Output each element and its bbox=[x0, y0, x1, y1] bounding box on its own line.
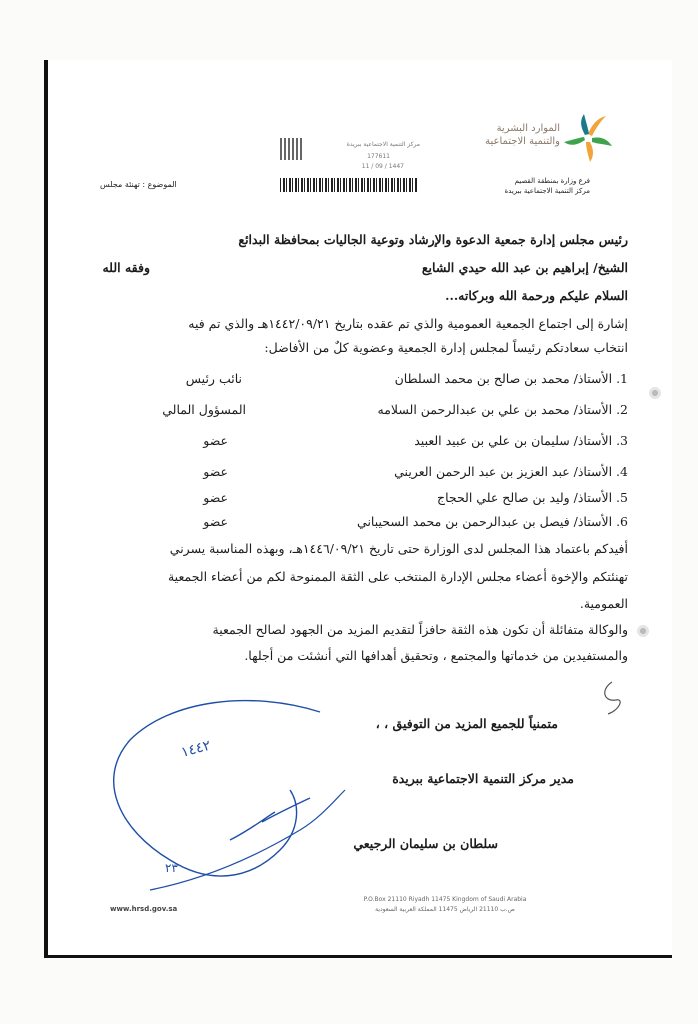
greeting: السلام عليكم ورحمة الله وبركاته... bbox=[445, 288, 628, 303]
intro-line-2: انتخاب سعادتكم رئيساً لمجلس إدارة الجمعية وعضوية كلٌ من الأفاضل: bbox=[264, 340, 628, 355]
member-3-role: عضو bbox=[203, 433, 228, 448]
member-1-role: نائب رئيس bbox=[185, 371, 242, 386]
member-2-name: 2. الأستاذ/ محمد بن علي بن عبدالرحمن السلامه bbox=[377, 402, 628, 417]
branch-info bbox=[470, 176, 590, 196]
member-3-name: 3. الأستاذ/ سليمان بن علي بن عبيد العبيد bbox=[414, 433, 628, 448]
signer-name: سلطان بن سليمان الرجيعي bbox=[353, 836, 498, 851]
star-logo-icon bbox=[562, 112, 614, 164]
member-2-role: المسؤول المالي bbox=[162, 402, 246, 417]
para1-line-1: أفيدكم باعتماد هذا المجلس لدى الوزارة حتى تاريخ ١٤٤٦/٠٩/٢١هـ، وبهذه المناسبة يسرني bbox=[169, 541, 628, 556]
blessing: وفقه الله bbox=[102, 260, 150, 275]
para2-line-2: والمستفيدين من خدماتها والمجتمع ، وتحقيق أهدافها التي أنشئت من أجلها. bbox=[244, 648, 628, 663]
page-bottom-edge bbox=[44, 955, 672, 958]
subject-line: الموضوع : تهنئة مجلس bbox=[100, 180, 177, 189]
branch-line-1: فرع وزارة بمنطقة القصيم bbox=[514, 177, 590, 185]
sheikh-name: الشيخ/ إبراهيم بن عبد الله حيدي الشايع bbox=[421, 260, 628, 275]
stamp-date: 1447 / 09 / 11 bbox=[361, 163, 404, 170]
para1-line-2: تهنئتكم والإخوة أعضاء مجلس الإدارة المنتخب على الثقة الممنوحة لكم من أعضاء الجمعية bbox=[167, 569, 628, 584]
member-5-role: عضو bbox=[203, 490, 228, 505]
member-5-name: 5. الأستاذ/ وليد بن صالح علي الحجاج bbox=[437, 490, 628, 505]
barcode-icon bbox=[280, 178, 418, 192]
intro-line-1: إشارة إلى اجتماع الجمعية العمومية والذي تم عقده بتاريخ ١٤٤٢/٠٩/٢١هـ والذي تم فيه bbox=[188, 316, 628, 331]
branch-line-2: مركز التنمية الاجتماعية ببريدة bbox=[504, 187, 590, 195]
member-4-name: 4. الأستاذ/ عبد العزيز بن عبد الرحمن العريني bbox=[394, 464, 628, 479]
footer-address bbox=[330, 895, 560, 915]
hand-year: ١٤٤٢ bbox=[179, 737, 213, 761]
signer-title: مدير مركز التنمية الاجتماعية ببريدة bbox=[392, 771, 574, 786]
address-en: P.O.Box 21110 Riyadh 11475 Kingdom of Saudi Arabia bbox=[363, 896, 527, 903]
reference-stamp bbox=[272, 134, 430, 206]
closing: متمنياً للجميع المزيد من التوفيق ، ، bbox=[375, 716, 558, 731]
punch-hole-bottom bbox=[636, 624, 650, 638]
hand-number: ٢٣ bbox=[165, 861, 178, 875]
website-link[interactable]: www.hrsd.gov.sa bbox=[110, 905, 178, 913]
address-ar: ص.ب 21110 الرياض 11475 المملكة العربية السعودية bbox=[375, 906, 515, 913]
member-4-role: عضو bbox=[203, 464, 228, 479]
logo-line-1: الموارد البشرية bbox=[496, 123, 560, 134]
member-6-name: 6. الأستاذ/ فيصل بن عبدالرحمن بن محمد السحيباني bbox=[357, 514, 628, 529]
logo-text bbox=[485, 122, 560, 148]
stamp-number: 177611 bbox=[367, 153, 390, 160]
addressee: رئيس مجلس إدارة جمعية الدعوة والإرشاد وتوعية الجاليات بمحافظة البدائع bbox=[238, 232, 628, 247]
stamp-center-name: مركز التنمية الاجتماعية ببريدة bbox=[346, 141, 420, 148]
ministry-logo bbox=[460, 112, 620, 172]
qr-code-icon bbox=[280, 138, 302, 160]
para2-line-1: والوكالة متفائلة أن تكون هذه الثقة حافزاً لتقديم المزيد من الجهود لصالح الجمعية bbox=[212, 622, 628, 637]
member-6-role: عضو bbox=[203, 514, 228, 529]
logo-line-2: والتنمية الاجتماعية bbox=[485, 136, 560, 147]
para1-line-3: العمومية. bbox=[579, 596, 628, 611]
punch-hole-top bbox=[648, 386, 662, 400]
member-1-name: 1. الأستاذ/ محمد بن صالح بن محمد السلطان bbox=[394, 371, 628, 386]
